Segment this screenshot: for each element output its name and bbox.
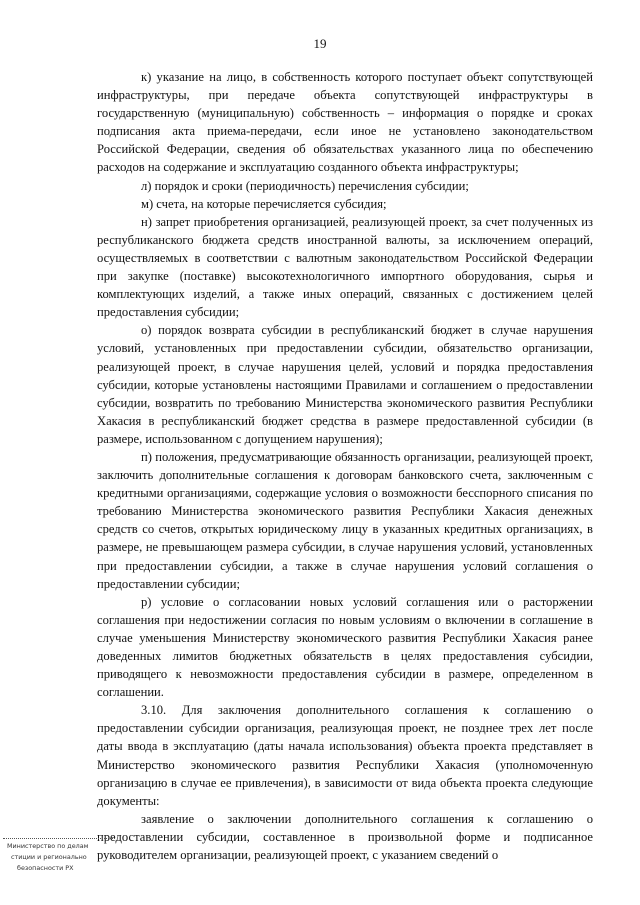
stamp-divider bbox=[3, 838, 115, 839]
paragraph-k: к) указание на лицо, в собственность которого поступает объект сопутствующей инфраструктуры, при передаче объекта сопутствующей инфраструктуры в государственную (муниципальную) собственность – информация о порядке и сроках подписания акта приема-передачи, если иное не установлено законодательством Российской Федерации, сведения об обязательствах указанного лица по обеспечению расходов на содержание и эксплуатацию созданного объекта инфраструктуры; bbox=[97, 70, 593, 175]
paragraph-l: л) порядок и сроки (периодичность) перечисления субсидии; bbox=[141, 178, 469, 193]
stamp-line-1: Министерство по делам bbox=[7, 842, 89, 850]
stamp-line-3: безопасности РХ bbox=[17, 864, 74, 872]
ministry-stamp bbox=[3, 838, 121, 874]
paragraph-m: м) счета, на которые перечисляется субсидия; bbox=[141, 196, 387, 211]
paragraph-3-10: 3.10. Для заключения дополнительного соглашения к соглашению о предоставлении субсидии организация, реализующая проект, не позднее трех лет после даты ввода в эксплуатацию (даты начала использования) объекта проекта представляет в Министерство экономического развития Республики Хакасия (уполномоченную организацию в случае ее привлечения), в зависимости от вида объекта проекта следующие документы: bbox=[97, 703, 593, 808]
stamp-line-2: стиции и регионально bbox=[11, 853, 87, 861]
document-body bbox=[97, 68, 593, 864]
paragraph-n: н) запрет приобретения организацией, реализующей проект, за счет полученных из республиканского бюджета средств иностранной валюты, за исключением операций, осуществляемых в соответствии с валютным законодательством Российской Федерации при закупке (поставке) высокотехнологичного импортного оборудования, сырья и комплектующих изделий, а также иных операций, связанных с достижением целей предоставления субсидии; bbox=[97, 214, 593, 320]
paragraph-p: п) положения, предусматривающие обязанность организации, реализующей проект, заключить дополнительные соглашения к договорам банковского счета, заключенным с кредитными организациями, содержащие условия о возможности бесспорного списания по требованию Министерства экономического развития Республики Хакасия денежных средств со счетов, открытых юридическому лицу в указанных кредитных организациях, в размере, не превышающем размера субсидии, в случае нарушения условий, установленных при предоставлении субсидии, а также в случае нарушения условий соглашения о предоставлении субсидии; bbox=[97, 449, 593, 591]
page-number: 19 bbox=[313, 36, 327, 51]
paragraph-r: р) условие о согласовании новых условий соглашения или о расторжении соглашения при недостижении согласия по новым условиям о включении в соглашение в случае уменьшения Министерству экономического развития Республики Хакасия ранее доведенных лимитов бюджетных обязательств в целях предоставления субсидии, приводящего к невозможности предоставления субсидии в размере, определенном в соглашении. bbox=[97, 594, 593, 700]
paragraph-application: заявление о заключении дополнительного соглашения к соглашению о предоставлении субсидии, составленное в произвольной форме и подписанное руководителем организации, реализующей проект, с указанием сведений о bbox=[97, 811, 593, 863]
paragraph-o: о) порядок возврата субсидии в республиканский бюджет в случае нарушения условий, установленных при предоставлении субсидии, обязательство организации, реализующей проект, в случае нарушения целей, условий и порядка предоставления субсидии, которые установлены настоящими Правилами и соглашением о предоставлении субсидии, возвратить по требованию Министерства экономического развития Республики Хакасия в республиканский бюджет средства в размере предоставленной субсидии (в размере, использованном с допущением нарушения); bbox=[97, 323, 593, 446]
